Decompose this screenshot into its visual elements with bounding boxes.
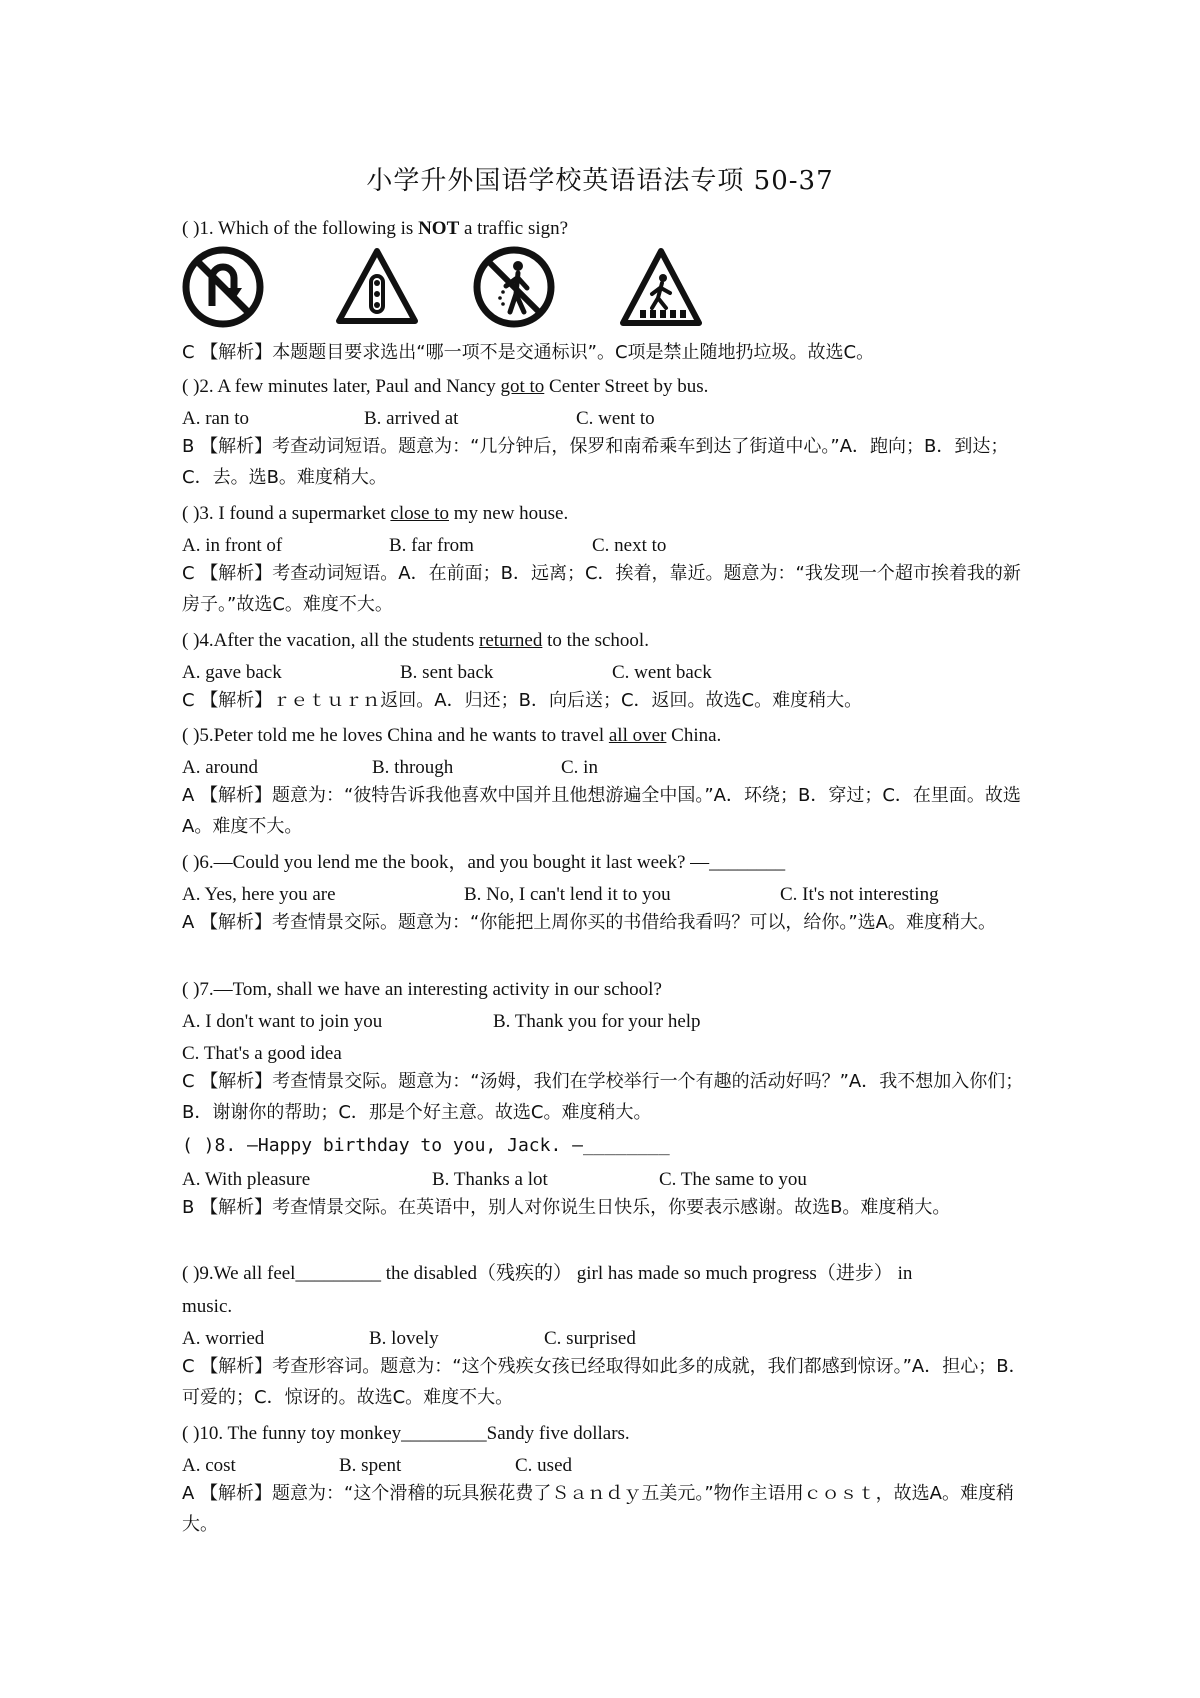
option-a: A. I don't want to join you: [182, 1011, 383, 1032]
analysis-4: C 【解析】ｒｅｔｕｒｎ返回。A．归还；B．向后送；C．返回。故选C。难度稍大。: [182, 690, 863, 711]
no-u-turn-icon: [182, 246, 264, 328]
option-c: C. went to: [576, 408, 655, 429]
question-4: ( )4.After the vacation, all the students returned to the school.: [182, 630, 649, 651]
option-c: C. It's not interesting: [780, 884, 939, 905]
option-b: B. Thank you for your help: [493, 1011, 701, 1032]
question-5: ( )5.Peter told me he loves China and he wants to travel all over China.: [182, 725, 722, 746]
analysis-3: C 【解析】考查动词短语。A．在前面；B．远离；C．挨着，靠近。题意为：“我发现一个超市挨着我的新房子。”故选C。难度不大。: [182, 563, 1021, 615]
option-b: B. arrived at: [364, 408, 459, 429]
option-b: B. Thanks a lot: [432, 1169, 548, 1190]
question-3: ( )3. I found a supermarket close to my new house.: [182, 503, 569, 524]
option-b: B. through: [372, 757, 454, 778]
options-8: [182, 1168, 1032, 1192]
analysis-10: A 【解析】题意为：“这个滑稽的玩具猴花费了Ｓａｎｄｙ五美元。”物作主语用ｃｏｓｔ，故选A。难度稍大。: [182, 1483, 1014, 1535]
options-4: [182, 661, 1032, 685]
question-9-line-1: ( )9.We all feel_________ the disabled（残疾的） girl has made so much progress（进步） in: [182, 1263, 913, 1284]
option-c: C. in: [561, 757, 598, 778]
option-b: B. spent: [339, 1455, 402, 1476]
traffic-light-warning-icon: [334, 246, 420, 326]
option-b: B. sent back: [400, 662, 494, 683]
option-b: B. lovely: [369, 1328, 439, 1349]
option-c: C. That's a good idea: [182, 1043, 342, 1064]
analysis-1: C 【解析】本题题目要求选出“哪一项不是交通标识”。C项是禁止随地扔垃圾。故选C。: [182, 342, 875, 363]
option-b: B. No, I can't lend it to you: [464, 884, 671, 905]
option-c: C. next to: [592, 535, 667, 556]
page-title: 小学升外国语学校英语语法专项 50-37: [366, 166, 834, 196]
question-7: ( )7.—Tom, shall we have an interesting activity in our school?: [182, 979, 662, 1000]
analysis-7: C 【解析】考查情景交际。题意为：“汤姆，我们在学校举行一个有趣的活动好吗？”A．我不想加入你们；B．谢谢你的帮助；C．那是个好主意。故选C。难度稍大。: [182, 1071, 1024, 1123]
no-littering-icon: [472, 246, 556, 328]
option-c: C. went back: [612, 662, 712, 683]
options-2: [182, 407, 1032, 431]
analysis-8: B 【解析】考查情景交际。在英语中，别人对你说生日快乐，你要表示感谢。故选B。难度稍大。: [182, 1197, 951, 1218]
option-a: A. gave back: [182, 662, 282, 683]
question-2: ( )2. A few minutes later, Paul and Nancy got to Center Street by bus.: [182, 376, 709, 397]
analysis-2: B 【解析】考查动词短语。题意为：“几分钟后，保罗和南希乘车到达了街道中心。”A．跑向；B．到达；C．去。选B。难度稍大。: [182, 436, 1009, 488]
question-10: ( )10. The funny toy monkey_________Sandy five dollars.: [182, 1423, 630, 1444]
option-c: C. used: [515, 1455, 572, 1476]
question-1: ( )1. Which of the following is NOT a traffic sign?: [182, 218, 569, 239]
option-c: C. The same to you: [659, 1169, 807, 1190]
analysis-9: C 【解析】考查形容词。题意为：“这个残疾女孩已经取得如此多的成就，我们都感到惊讶。”A．担心；B．可爱的；C．惊讶的。故选C。难度不大。: [182, 1356, 1027, 1408]
option-a: A. in front of: [182, 535, 283, 556]
option-a: A. With pleasure: [182, 1169, 311, 1190]
analysis-6: A 【解析】考查情景交际。题意为：“你能把上周你买的书借给我看吗？可以，给你。”选A。难度稍大。: [182, 912, 996, 933]
option-a: A. around: [182, 757, 258, 778]
options-3: [182, 534, 1032, 558]
options-5: [182, 756, 1032, 780]
options-6: [182, 883, 1032, 907]
option-a: A. cost: [182, 1455, 236, 1476]
question-8: ( )8. —Happy birthday to you, Jack. —________: [182, 1135, 670, 1156]
traffic-sign-options: [182, 246, 722, 330]
option-a: A. ran to: [182, 408, 250, 429]
option-b: B. far from: [389, 535, 474, 556]
options-10: [182, 1454, 1032, 1478]
question-6: ( )6.—Could you lend me the book，and you bought it last week? —________: [182, 852, 786, 873]
option-c: C. surprised: [544, 1328, 636, 1349]
pedestrian-crossing-icon: [618, 246, 704, 328]
question-9-line-2: music.: [182, 1296, 233, 1317]
options-9: [182, 1327, 1032, 1351]
option-a: A. Yes, here you are: [182, 884, 336, 905]
options-7: [182, 1010, 1032, 1034]
option-a: A. worried: [182, 1328, 265, 1349]
analysis-5: A 【解析】题意为：“彼特告诉我他喜欢中国并且他想游遍全中国。”A．环绕；B．穿过；C．在里面。故选A。难度不大。: [182, 785, 1021, 837]
